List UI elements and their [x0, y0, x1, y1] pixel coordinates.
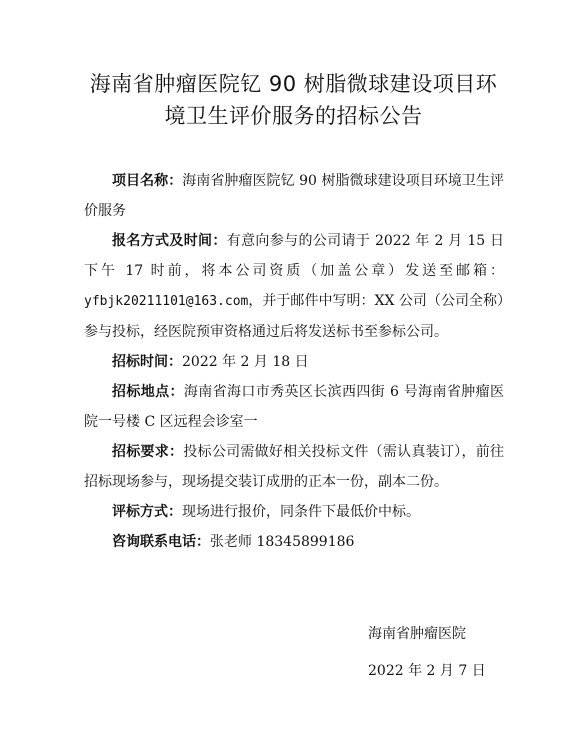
section-contact [84, 527, 504, 557]
signature-date: 2022 年 2 月 7 日 [368, 663, 486, 679]
evaluation-label: 评标方式： [112, 504, 182, 520]
contact-label: 咨询联系电话： [112, 534, 210, 550]
section-project-name [84, 166, 504, 226]
bid-location-label: 招标地点： [112, 384, 184, 400]
registration-text-part1: 有意向参与的公司请于 2022 年 2 月 15 日下午 17 时前，将本公司资质（加盖公章）发送至邮箱： [84, 233, 504, 279]
title-line-2: 境卫生评价服务的招标公告 [164, 104, 423, 128]
section-bid-location [84, 377, 504, 437]
document-title [70, 68, 517, 132]
section-bid-time [84, 347, 504, 377]
bid-time-label: 招标时间： [112, 354, 182, 370]
section-requirements [84, 437, 504, 497]
registration-label: 报名方式及时间： [112, 233, 227, 249]
project-name-label: 项目名称： [112, 173, 183, 189]
signature-organization: 海南省肿瘤医院 [368, 626, 466, 642]
bid-time-text: 2022 年 2 月 18 日 [182, 354, 309, 370]
evaluation-text: 现场进行报价，同条件下最低价中标。 [182, 504, 420, 520]
requirements-text: 投标公司需做好相关投标文件（需认真装订），前往招标现场参与，现场提交装订成册的正本一份，副本二份。 [84, 444, 504, 490]
requirements-label: 招标要求： [112, 444, 184, 460]
document-body [84, 166, 504, 557]
project-name-text: 海南省肿瘤医院钇 90 树脂微球建设项目环境卫生评价服务 [84, 173, 505, 219]
registration-email: yfbjk20211101@163.com [84, 294, 249, 309]
contact-text: 张老师 18345899186 [210, 534, 355, 550]
section-registration [84, 226, 504, 347]
section-evaluation [84, 497, 504, 527]
bid-location-text: 海南省海口市秀英区长滨西四街 6 号海南省肿瘤医院一号楼 C 区远程会诊室一 [84, 384, 504, 430]
title-line-1: 海南省肿瘤医院钇 90 树脂微球建设项目环 [89, 72, 498, 96]
registration-text-part2: ，并于邮件中写明：XX 公司（公司全称）参与投标，经医院预审资格通过后将发送标书至参标公司。 [84, 293, 504, 340]
